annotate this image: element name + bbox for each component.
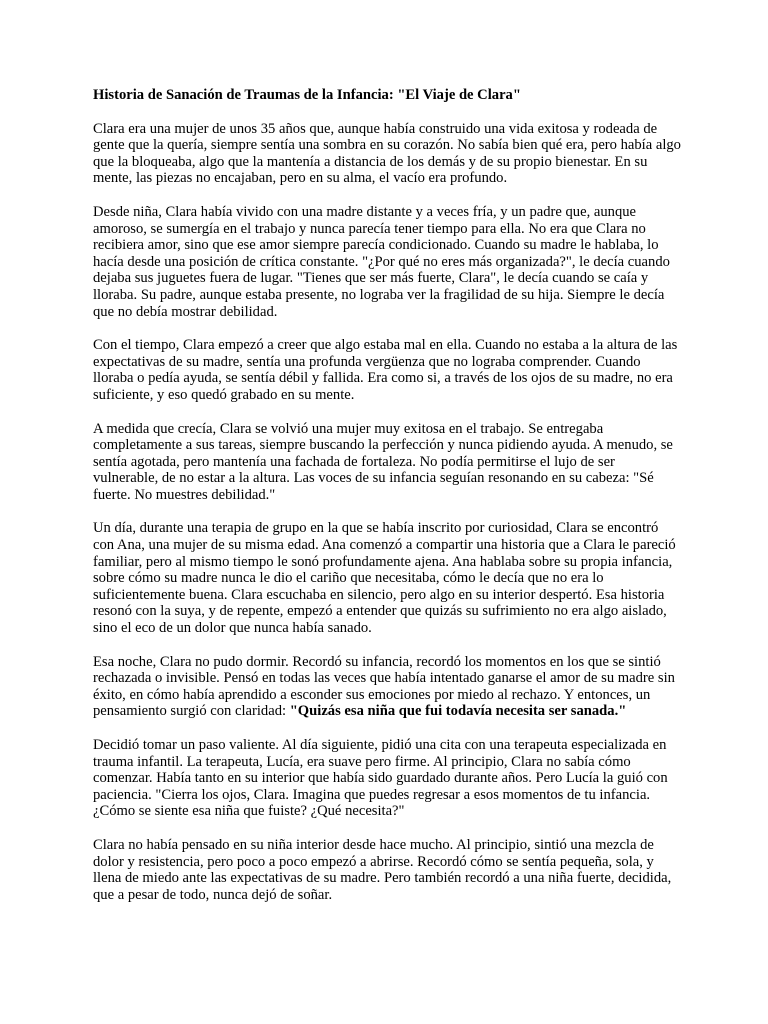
document-title: Historia de Sanación de Traumas de la Infancia: "El Viaje de Clara" bbox=[93, 87, 521, 103]
paragraph: Clara era una mujer de unos 35 años que, aunque había construido una vida exitosa y rodeada de gente que la quería, siempre sentía una sombra en su corazón. No sabía bien qué era, pero había algo que la bloqueaba, algo que la mantenía a distancia de los demás y de su propio bienestar. En su mente, las piezas no encajaban, pero en su alma, el vacío era profundo. bbox=[93, 120, 681, 187]
document-body bbox=[93, 87, 683, 920]
paragraph: Con el tiempo, Clara empezó a creer que algo estaba mal en ella. Cuando no estaba a la altura de las expectativas de su madre, sentía una profunda vergüenza que no lograba comprender. Cuando lloraba o pedía ayuda, se sentía débil y fallida. Era como si, a través de los ojos de su madre, no era suficiente, y eso quedó grabado en su mente. bbox=[93, 337, 678, 403]
paragraph-with-emphasis bbox=[93, 654, 683, 720]
paragraph: A medida que crecía, Clara se volvió una mujer muy exitosa en el trabajo. Se entregaba completamente a sus tareas, siempre buscando la perfección y nunca pidiendo ayuda. A menudo, se sentía agotada, pero mantenía una fachada de fortaleza. No podía permitirse el lujo de ser vulnerable, de no estar a la altura. Las voces de su infancia seguían resonando en su cabeza: "Sé fuerte. No muestres debilidad." bbox=[93, 420, 673, 503]
emphasis-quote: "Quizás esa niña que fui todavía necesita ser sanada." bbox=[289, 703, 627, 720]
paragraph: Desde niña, Clara había vivido con una madre distante y a veces fría, y un padre que, aunque amoroso, se sumergía en el trabajo y nunca parecía tener tiempo para ella. No era que Clara no recibiera amor, sino que ese amor siempre parecía condicionado. Cuando su madre le hablaba, lo hacía desde una posición de crítica constante. "¿Por qué no eres más organizada?", le decía cuando dejaba sus juguetes fuera de lugar. "Tienes que ser más fuerte, Clara", le decía cuando se caía y lloraba. Su padre, aunque estaba presente, no lograba ver la fragilidad de su hija. Siempre le decía que no debía mostrar debilidad. bbox=[93, 203, 670, 320]
paragraph: Clara no había pensado en su niña interior desde hace mucho. Al principio, sintió una mezcla de dolor y resistencia, pero poco a poco empezó a abrirse. Recordó cómo se sentía pequeña, sola, y llena de miedo ante las expectativas de su madre. Pero también recordó a una niña fuerte, decidida, que a pesar de todo, nunca dejó de soñar. bbox=[93, 836, 672, 903]
paragraph: Decidió tomar un paso valiente. Al día siguiente, pidió una cita con una terapeuta especializada en trauma infantil. La terapeuta, Lucía, era suave pero firme. Al principio, Clara no sabía cómo comenzar. Había tanto en su interior que había sido guardado durante años. Pero Lucía la guió con paciencia. "Cierra los ojos, Clara. Imagina que puedes regresar a esos momentos de tu infancia. ¿Cómo se siente esa niña que fuiste? ¿Qué necesita?" bbox=[93, 737, 668, 820]
paragraph: Un día, durante una terapia de grupo en la que se había inscrito por curiosidad, Clara se encontró con Ana, una mujer de su misma edad. Ana comenzó a compartir una historia que a Clara le pareció familiar, pero al mismo tiempo le sonó profundamente ajena. Ana hablaba sobre su propia infancia, sobre cómo su madre nunca le dio el cariño que necesitaba, cómo le decía que no era lo suficientemente buena. Clara escuchaba en silencio, pero algo en su interior despertó. Esa historia resonó con la suya, y de repente, empezó a entender que quizás su sufrimiento no era algo aislado, sino el eco de un dolor que nunca había sanado. bbox=[93, 520, 676, 637]
paragraph-text: Esa noche, Clara no pudo dormir. Recordó su infancia, recordó los momentos en los que se sintió rechazada o invisible. Pensó en todas las veces que había intentado ganarse el amor de su madre sin éxito, en cómo había aprendido a esconder sus emociones por miedo al rechazo. Y entonces, un pensamiento surgió con claridad: bbox=[93, 653, 675, 720]
